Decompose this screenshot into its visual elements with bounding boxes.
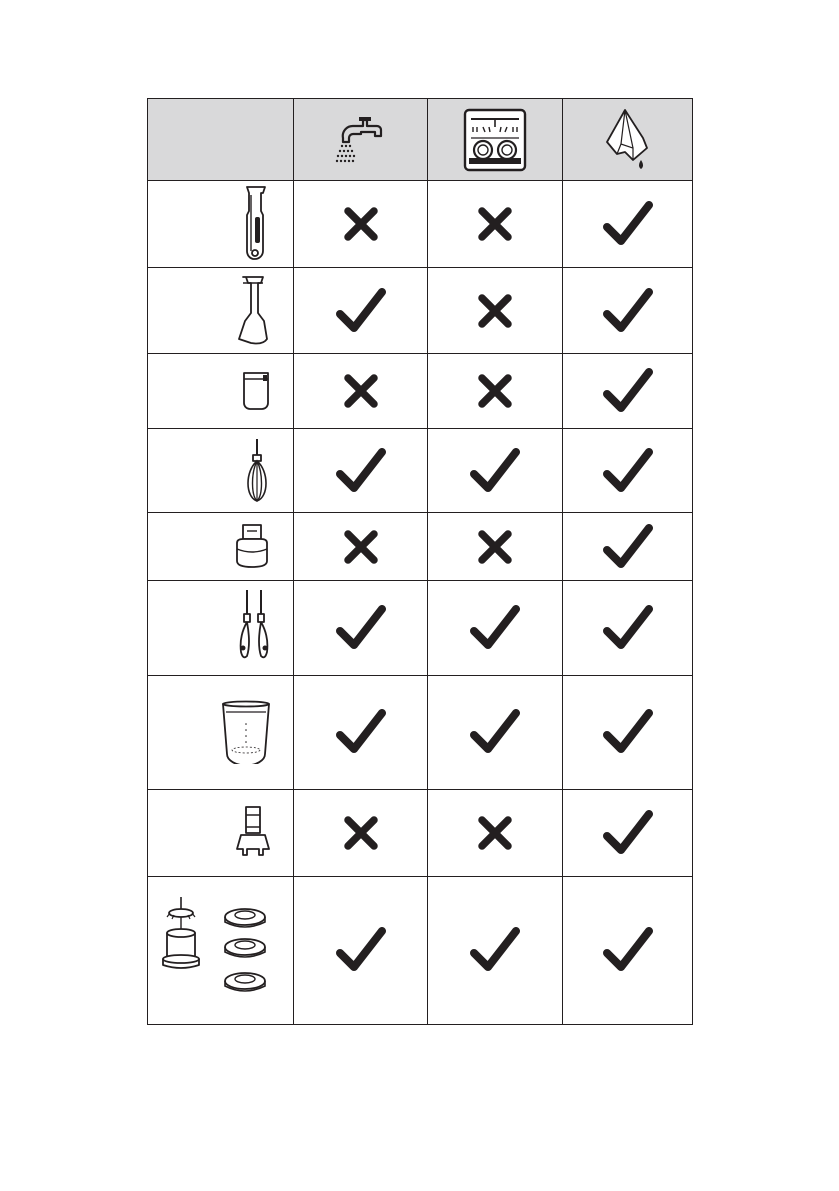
check-icon — [603, 288, 653, 334]
check-icon — [603, 709, 653, 755]
dishwasher-cell — [428, 581, 563, 675]
wipe-cell — [563, 581, 693, 675]
check-icon — [470, 605, 520, 651]
cross-icon — [343, 373, 379, 409]
check-icon — [470, 709, 520, 755]
rinse-cell — [294, 429, 428, 513]
whisk-icon — [243, 437, 271, 505]
rinse-cell — [294, 581, 428, 675]
part-cell — [148, 429, 294, 513]
wipe-cell — [563, 675, 693, 789]
wipe-cell — [563, 513, 693, 581]
table-row — [148, 513, 693, 581]
dishwasher-cell — [428, 268, 563, 354]
check-icon — [336, 927, 386, 973]
header-dishwasher-cell — [428, 99, 563, 181]
header-wipe-cell — [563, 99, 693, 181]
blender-shaft-icon — [237, 275, 271, 347]
table-row — [148, 876, 693, 1024]
table-row — [148, 789, 693, 876]
wipe-cell — [563, 876, 693, 1024]
part-cell — [148, 354, 294, 429]
table-row — [148, 429, 693, 513]
table-row — [148, 581, 693, 675]
cross-icon — [343, 815, 379, 851]
beaker-lid-icon — [241, 369, 271, 413]
cross-icon — [477, 373, 513, 409]
motor-unit-icon — [241, 185, 271, 263]
wipe-cell — [563, 429, 693, 513]
check-icon — [336, 709, 386, 755]
wipe-cell — [563, 181, 693, 268]
rinse-cell — [294, 675, 428, 789]
check-icon — [603, 368, 653, 414]
cross-icon — [343, 529, 379, 565]
table-row — [148, 268, 693, 354]
dough-hooks-icon — [237, 588, 271, 668]
cross-icon — [477, 293, 513, 329]
cross-icon — [343, 206, 379, 242]
wipe-cell — [563, 789, 693, 876]
part-cell — [148, 513, 294, 581]
rinse-cell — [294, 876, 428, 1024]
dishwasher-cell — [428, 789, 563, 876]
wipe-cell — [563, 354, 693, 429]
table-row — [148, 675, 693, 789]
check-icon — [336, 448, 386, 494]
check-icon — [603, 524, 653, 570]
dishwasher-cell — [428, 354, 563, 429]
part-cell — [148, 268, 294, 354]
header-blank-cell — [148, 99, 294, 181]
check-icon — [603, 810, 653, 856]
food-processor-discs-icon — [161, 895, 271, 1005]
check-icon — [603, 927, 653, 973]
check-icon — [603, 448, 653, 494]
header-rinse-cell — [294, 99, 428, 181]
table-header-row — [148, 99, 693, 181]
cross-icon — [477, 206, 513, 242]
rinse-cell — [294, 268, 428, 354]
part-cell — [148, 789, 294, 876]
dishwasher-cell — [428, 876, 563, 1024]
cross-icon — [477, 815, 513, 851]
part-cell — [148, 876, 294, 1024]
check-icon — [603, 605, 653, 651]
cloth-wipe-icon — [603, 108, 653, 172]
chopper-coupler-icon — [235, 805, 271, 861]
rinse-cell — [294, 181, 428, 268]
rinse-cell — [294, 354, 428, 429]
tap-rinse-icon — [331, 112, 391, 168]
check-icon — [336, 288, 386, 334]
cleaning-care-table — [147, 98, 693, 1025]
part-cell — [148, 581, 294, 675]
dishwasher-cell — [428, 429, 563, 513]
cross-icon — [477, 529, 513, 565]
part-cell — [148, 181, 294, 268]
rinse-cell — [294, 513, 428, 581]
whisk-gearbox-icon — [233, 523, 271, 571]
dishwasher-cell — [428, 181, 563, 268]
table-row — [148, 181, 693, 268]
table-row — [148, 354, 693, 429]
rinse-cell — [294, 789, 428, 876]
check-icon — [603, 201, 653, 247]
wipe-cell — [563, 268, 693, 354]
check-icon — [470, 927, 520, 973]
dishwasher-cell — [428, 675, 563, 789]
dishwasher-cell — [428, 513, 563, 581]
check-icon — [470, 448, 520, 494]
check-icon — [336, 605, 386, 651]
dishwasher-icon — [463, 108, 527, 172]
beaker-icon — [221, 700, 271, 764]
part-cell — [148, 675, 294, 789]
